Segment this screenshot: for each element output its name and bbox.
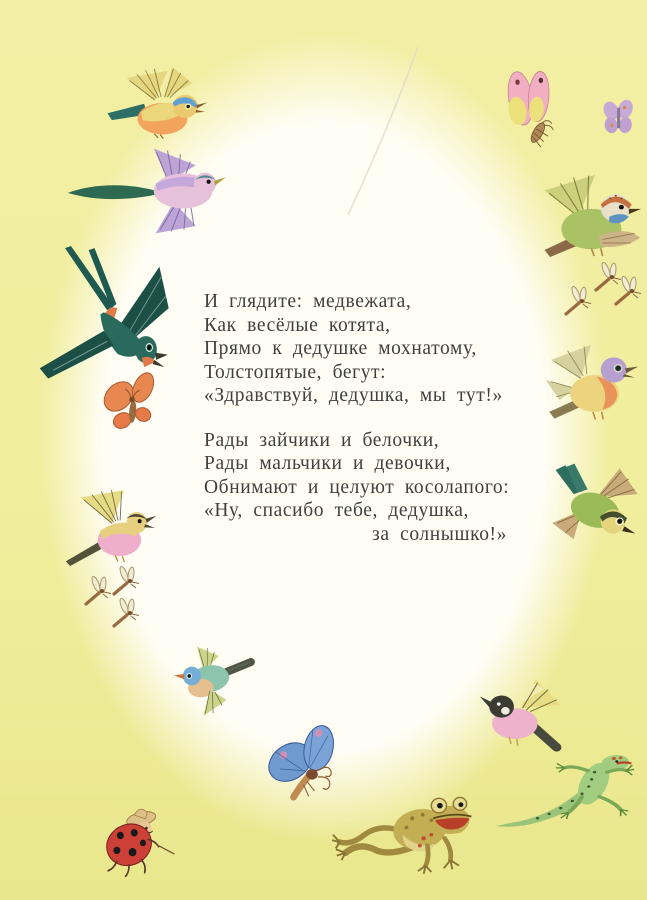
pink-yellow-butterfly-icon — [500, 66, 562, 156]
pink-bird-dark-head-icon — [475, 676, 570, 761]
poem-line-indented: за солнышко!» — [372, 523, 507, 545]
poem-line: Обнимают и целуют косолапого: — [204, 476, 510, 498]
blue-green-bird-icon — [170, 644, 260, 724]
poem-line: «Ну, спасибо тебе, дедушка, — [204, 500, 469, 521]
scratch-mark — [330, 45, 430, 220]
poem-line: Прямо к дедушке мохнатому, — [204, 338, 477, 359]
bird-orange-blue-cap-icon — [106, 60, 216, 142]
ladybug-icon — [96, 804, 176, 880]
poem-line: Как весёлые котята, — [204, 314, 391, 336]
orange-butterfly-icon — [100, 368, 164, 443]
gnats-right-icon — [562, 262, 642, 322]
bird-lilac-longtail-icon — [66, 145, 226, 237]
orange-breast-bird-icon — [544, 338, 640, 422]
gnats-left-icon — [82, 566, 170, 628]
poem-text — [204, 290, 510, 546]
poem-line: И глядите: медвежата, — [204, 291, 412, 312]
green-bird-rust-cap-icon — [537, 166, 642, 264]
poem-line: Рады мальчики и девочки, — [204, 453, 451, 474]
lizard-icon — [495, 752, 640, 860]
pink-bird-icon — [60, 484, 165, 569]
lilac-butterfly-icon — [600, 98, 638, 138]
frog-icon — [332, 782, 480, 882]
poem-line: Толстопятые, бегут: — [204, 361, 387, 383]
green-bird-dark-cap-icon — [549, 462, 641, 552]
poem-line: «Здравствуй, дедушка, мы тут!» — [204, 385, 503, 406]
poem-line: Рады зайчики и белочки, — [204, 429, 440, 451]
